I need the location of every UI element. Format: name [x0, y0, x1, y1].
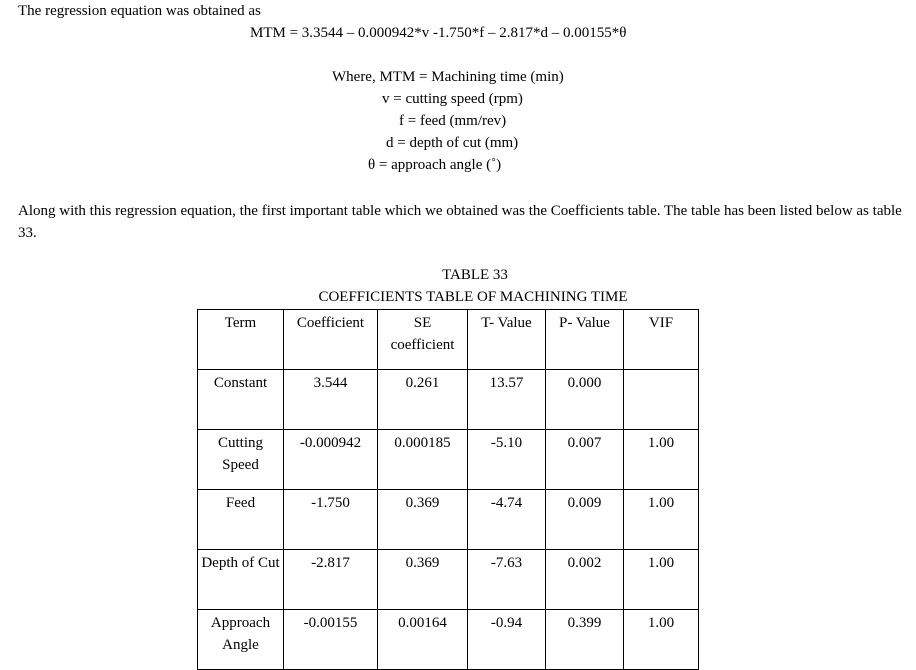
cell-coefficient: -0.000942: [284, 430, 378, 490]
cell-term: Approach Angle: [198, 610, 284, 670]
cell-coefficient: 3.544: [284, 370, 378, 430]
cell-coefficient: -1.750: [284, 490, 378, 550]
cell-coefficient: -2.817: [284, 550, 378, 610]
cell-t-value: -7.63: [468, 550, 546, 610]
header-term: Term: [198, 310, 284, 370]
body-paragraph: Along with this regression equation, the first important table which we obtained was the Coefficients table. The table has been listed below as table 33.: [18, 203, 902, 241]
cell-vif: 1.00: [624, 490, 699, 550]
header-t-value: T- Value: [468, 310, 546, 370]
cell-p-value: 0.000: [546, 370, 624, 430]
table-row: [198, 550, 699, 610]
cell-se-coefficient: 0.00164: [378, 610, 468, 670]
header-coefficient: Coefficient: [284, 310, 378, 370]
cell-p-value: 0.399: [546, 610, 624, 670]
cell-t-value: -4.74: [468, 490, 546, 550]
table-number: TABLE 33: [442, 267, 508, 283]
intro-text: The regression equation was obtained as: [18, 3, 261, 19]
cell-term: Depth of Cut: [198, 550, 284, 610]
definition-f: f = feed (mm/rev): [399, 113, 507, 129]
cell-p-value: 0.007: [546, 430, 624, 490]
cell-term: Feed: [198, 490, 284, 550]
table-row: [198, 490, 699, 550]
cell-se-coefficient: 0.369: [378, 490, 468, 550]
cell-t-value: -5.10: [468, 430, 546, 490]
cell-coefficient: -0.00155: [284, 610, 378, 670]
cell-t-value: -0.94: [468, 610, 546, 670]
cell-vif: 1.00: [624, 430, 699, 490]
cell-vif: [624, 370, 699, 430]
cell-se-coefficient: 0.000185: [378, 430, 468, 490]
cell-se-coefficient: 0.369: [378, 550, 468, 610]
definition-v: v = cutting speed (rpm): [382, 91, 523, 107]
cell-p-value: 0.009: [546, 490, 624, 550]
table-row: [198, 610, 699, 670]
regression-equation: MTM = 3.3544 – 0.000942*v -1.750*f – 2.817*d – 0.00155*θ: [250, 25, 627, 41]
cell-term: Constant: [198, 370, 284, 430]
header-se-coefficient: SE coefficient: [378, 310, 468, 370]
cell-vif: 1.00: [624, 550, 699, 610]
cell-p-value: 0.002: [546, 550, 624, 610]
table-header-row: [198, 310, 699, 370]
cell-t-value: 13.57: [468, 370, 546, 430]
header-p-value: P- Value: [546, 310, 624, 370]
definition-theta: θ = approach angle (˚): [368, 157, 502, 173]
cell-term: Cutting Speed: [198, 430, 284, 490]
cell-se-coefficient: 0.261: [378, 370, 468, 430]
coefficients-table: [197, 309, 699, 670]
definition-d: d = depth of cut (mm): [386, 135, 519, 151]
table-row: [198, 370, 699, 430]
table-row: [198, 430, 699, 490]
table-title: COEFFICIENTS TABLE OF MACHINING TIME: [318, 289, 628, 305]
cell-vif: 1.00: [624, 610, 699, 670]
header-vif: VIF: [624, 310, 699, 370]
definition-mtm: Where, MTM = Machining time (min): [332, 69, 564, 85]
